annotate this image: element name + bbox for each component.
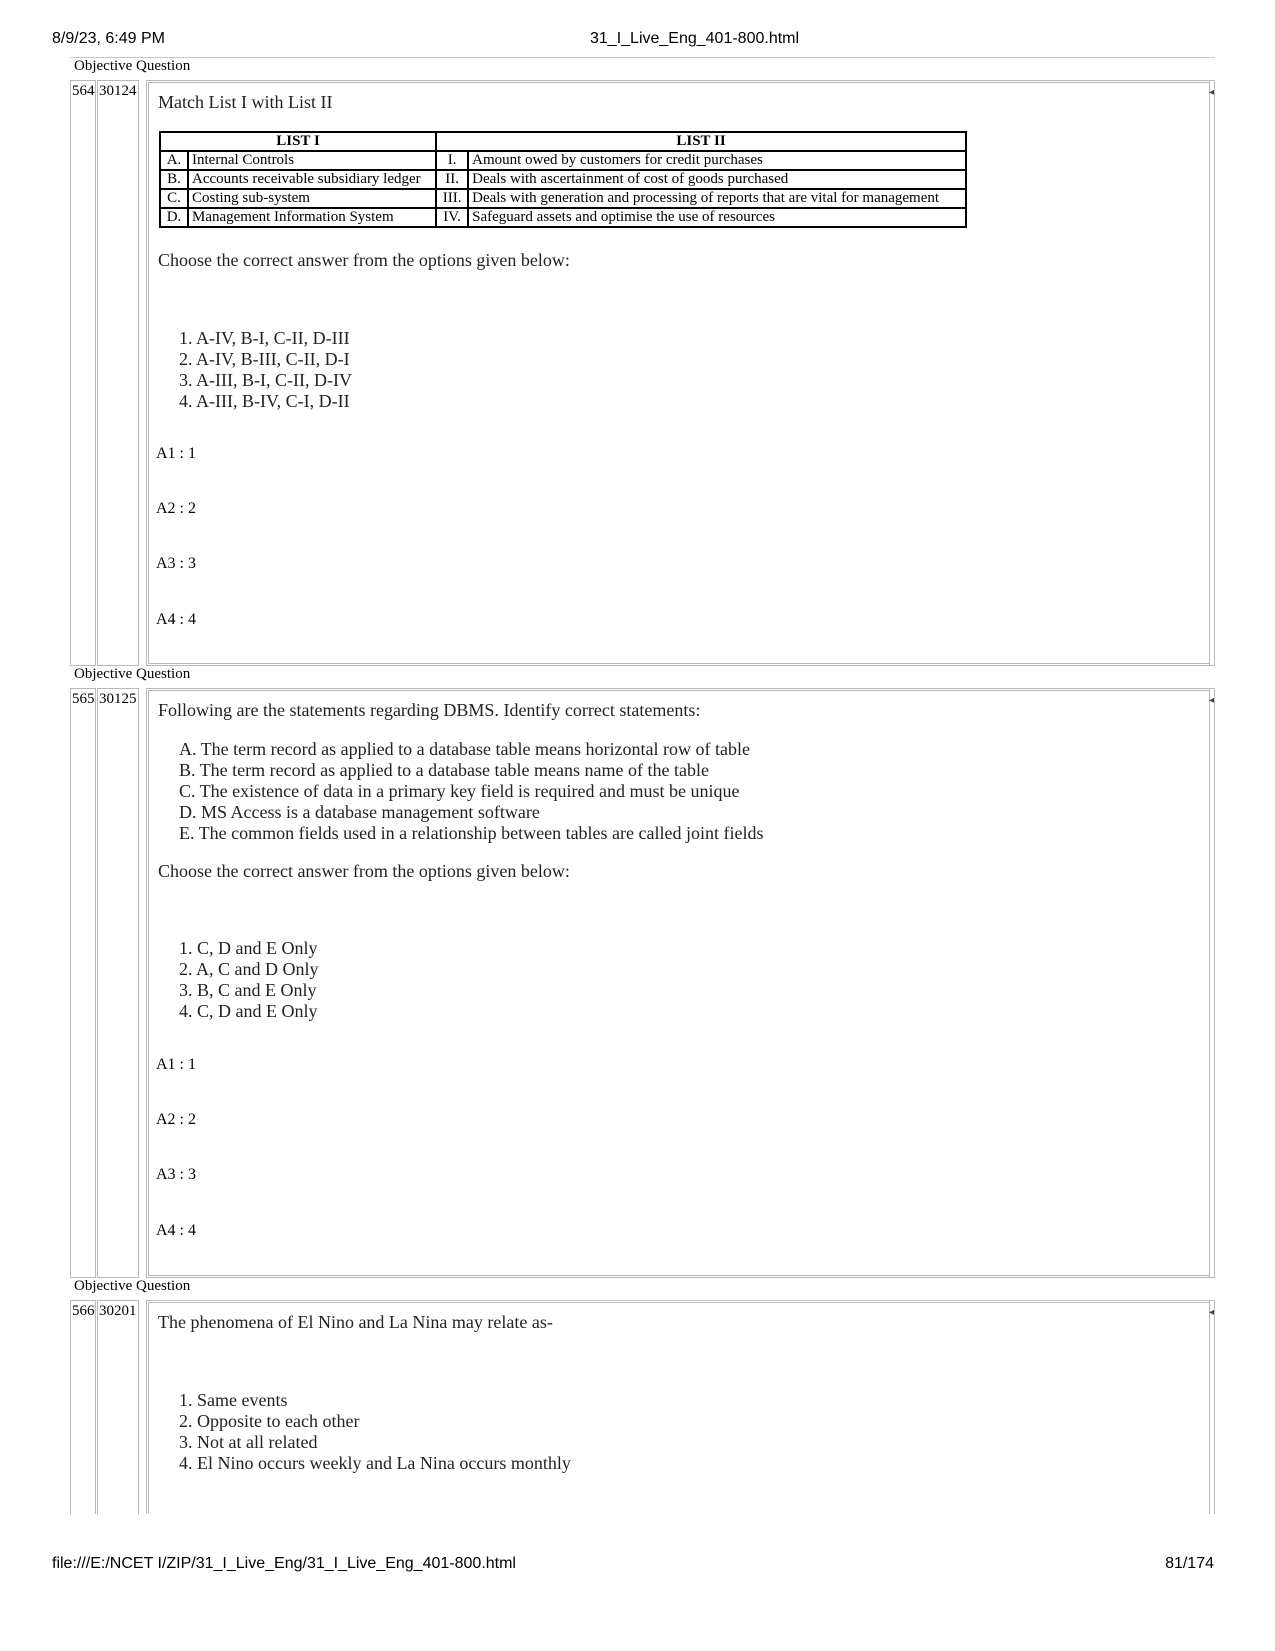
table-row bbox=[160, 189, 966, 208]
option-item: 4. A-III, B-IV, C-I, D-II bbox=[179, 391, 350, 411]
option-item: 4. C, D and E Only bbox=[179, 1001, 318, 1021]
answer-key: A1 : 1 bbox=[156, 445, 196, 462]
question-block-566 bbox=[70, 1278, 1215, 1514]
question-content bbox=[146, 1300, 1215, 1514]
answer-key: A1 : 1 bbox=[156, 1056, 196, 1073]
question-type-label: Objective Question bbox=[74, 58, 191, 74]
list-ii-item: Deals with generation and processing of reports that are vital for management bbox=[468, 189, 966, 208]
list-i-key: A. bbox=[160, 151, 188, 170]
answer-prompt: Choose the correct answer from the options given below: bbox=[158, 250, 570, 270]
option-item: 3. A-III, B-I, C-II, D-IV bbox=[179, 370, 352, 390]
print-datetime: 8/9/23, 6:49 PM bbox=[52, 30, 165, 47]
answer-key: A4 : 4 bbox=[156, 1222, 196, 1239]
list-ii-item: Amount owed by customers for credit purchases bbox=[468, 151, 966, 170]
match-table bbox=[159, 131, 967, 228]
list-i-item: Internal Controls bbox=[188, 151, 436, 170]
option-item: 4. El Nino occurs weekly and La Nina occurs monthly bbox=[179, 1453, 571, 1473]
answer-key: A3 : 3 bbox=[156, 1166, 196, 1183]
option-item: 1. C, D and E Only bbox=[179, 938, 318, 958]
list-i-header: LIST I bbox=[160, 132, 436, 151]
options-list bbox=[179, 328, 352, 412]
statement-item: B. The term record as applied to a database table means name of the table bbox=[179, 760, 709, 780]
options-list bbox=[179, 1390, 571, 1474]
answer-prompt: Choose the correct answer from the options given below: bbox=[158, 861, 570, 881]
statement-item: E. The common fields used in a relationship between tables are called joint fields bbox=[179, 823, 764, 843]
list-i-item: Accounts receivable subsidiary ledger bbox=[188, 170, 436, 189]
option-item: 1. Same events bbox=[179, 1390, 288, 1410]
list-i-key: D. bbox=[160, 208, 188, 227]
option-item: 2. Opposite to each other bbox=[179, 1411, 360, 1431]
list-i-key: B. bbox=[160, 170, 188, 189]
options-list bbox=[179, 938, 319, 1022]
table-row bbox=[160, 151, 966, 170]
option-item: 1. A-IV, B-I, C-II, D-III bbox=[179, 328, 350, 348]
option-item: 3. B, C and E Only bbox=[179, 980, 317, 1000]
option-item: 2. A, C and D Only bbox=[179, 959, 319, 979]
option-item: 3. Not at all related bbox=[179, 1432, 318, 1452]
print-title: 31_I_Live_Eng_401-800.html bbox=[590, 30, 800, 47]
question-frame bbox=[148, 82, 1210, 664]
match-table-header bbox=[160, 132, 966, 151]
question-content bbox=[146, 80, 1215, 666]
question-id: 30125 bbox=[97, 688, 139, 1278]
list-i-key: C. bbox=[160, 189, 188, 208]
list-ii-key: IV. bbox=[436, 208, 468, 227]
list-ii-key: I. bbox=[436, 151, 468, 170]
list-ii-header: LIST II bbox=[436, 132, 966, 151]
print-page-number: 81/174 bbox=[1165, 1555, 1214, 1572]
question-stem: The phenomena of El Nino and La Nina may relate as- bbox=[158, 1312, 553, 1332]
question-id: 30124 bbox=[97, 80, 139, 666]
answer-key: A3 : 3 bbox=[156, 555, 196, 572]
question-content bbox=[146, 688, 1215, 1278]
statement-item: C. The existence of data in a primary key field is required and must be unique bbox=[179, 781, 740, 801]
scroll-edge: ◂ bbox=[1209, 81, 1214, 665]
question-type-label: Objective Question bbox=[74, 666, 191, 682]
answer-key: A2 : 2 bbox=[156, 500, 196, 517]
list-ii-item: Safeguard assets and optimise the use of resources bbox=[468, 208, 966, 227]
list-i-item: Management Information System bbox=[188, 208, 436, 227]
question-block-565 bbox=[70, 666, 1215, 1278]
statement-item: D. MS Access is a database management software bbox=[179, 802, 540, 822]
list-ii-key: III. bbox=[436, 189, 468, 208]
option-item: 2. A-IV, B-III, C-II, D-I bbox=[179, 349, 350, 369]
scroll-edge: ◂ bbox=[1209, 689, 1214, 1277]
question-stem: Match List I with List II bbox=[158, 92, 333, 112]
question-block-564 bbox=[70, 58, 1215, 666]
question-id: 30201 bbox=[97, 1300, 139, 1514]
question-frame bbox=[148, 1302, 1210, 1513]
statement-item: A. The term record as applied to a database table means horizontal row of table bbox=[179, 739, 750, 759]
answer-key: A4 : 4 bbox=[156, 611, 196, 628]
serial-number: 565 bbox=[70, 688, 96, 1278]
table-row bbox=[160, 208, 966, 227]
list-ii-item: Deals with ascertainment of cost of goods purchased bbox=[468, 170, 966, 189]
list-ii-key: II. bbox=[436, 170, 468, 189]
print-file-path: file:///E:/NCET I/ZIP/31_I_Live_Eng/31_I_Live_Eng_401-800.html bbox=[52, 1555, 516, 1572]
serial-number: 566 bbox=[70, 1300, 96, 1514]
answer-key: A2 : 2 bbox=[156, 1111, 196, 1128]
question-frame bbox=[148, 690, 1210, 1276]
question-stem: Following are the statements regarding DBMS. Identify correct statements: bbox=[158, 700, 701, 720]
table-row bbox=[160, 170, 966, 189]
list-i-item: Costing sub-system bbox=[188, 189, 436, 208]
statements-list bbox=[179, 739, 764, 844]
question-type-label: Objective Question bbox=[74, 1278, 191, 1294]
serial-number: 564 bbox=[70, 80, 96, 666]
scroll-edge: ◂ bbox=[1209, 1301, 1214, 1514]
